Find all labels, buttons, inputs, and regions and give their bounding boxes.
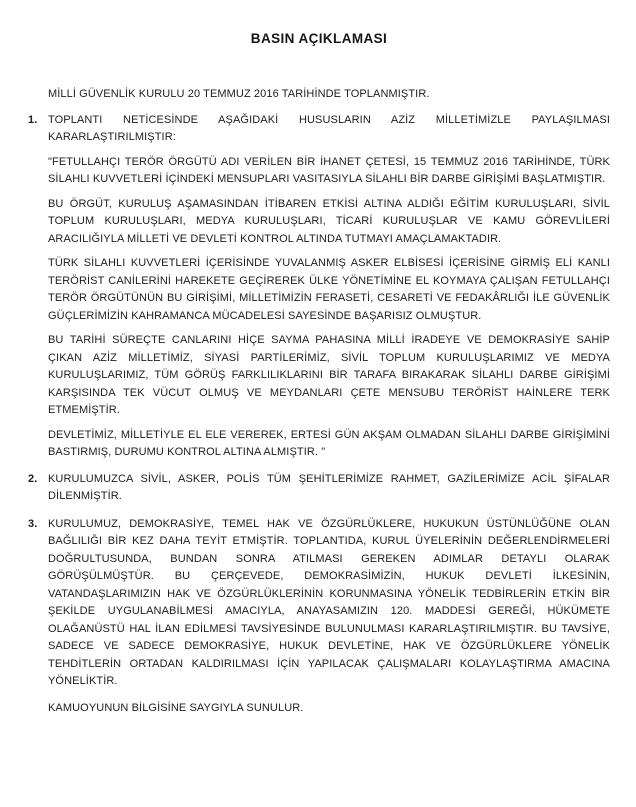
numbered-item-1: [28, 112, 610, 469]
item-3-lead: KURULUMUZ, DEMOKRASİYE, TEMEL HAK VE ÖZGÜRLÜKLERE, HUKUKUN ÜSTÜNLÜĞÜNE OLAN BAĞLILIĞI BİR KEZ DAHA TEYİT ETMİŞTİR. TOPLANTIDA, KURUL ÜYELERİNİN DEĞERLENDİRMELERİ DOĞRULTUSUNDA, BUNDAN SONRA ATILMASI GEREKEN ADIMLAR DETAYLI OLARAK GÖRÜŞÜLMÜŞTÜR. BU ÇERÇEVEDE, DEMOKRASİMİZİN, HUKUK DEVLETİ İLKESİNİN, VATANDAŞLARIMIZIN HAK VE ÖZGÜRLÜKLERİNİN KORUNMASINA YÖNELİK TEDBİRLERİN ETKİN BİR ŞEKİLDE UYGULANABİLMESİ AMACIYLA, ANAYASAMIZIN 120. MADDESİ GEREĞİ, HÜKÜMETE OLAĞANÜSTÜ HAL İLAN EDİLMESİ TAVSİYESİNDE BULUNULMASI KARARLAŞTIRILMIŞTIR. BU TAVSİYE, SADECE VE SADECE DEMOKRASİYE, HUKUK DEVLETİNE, HAK VE ÖZGÜRLÜKLERE YÖNELİK TEHDİTLERİN ORTADAN KALDIRILMASI İÇİN YAPILACAK ÇALIŞMALARI KOLAYLAŞTIRMA AMACINA YÖNELİKTİR.: [48, 517, 610, 687]
intro-paragraph: MİLLİ GÜVENLİK KURULU 20 TEMMUZ 2016 TARİHİNDE TOPLANMIŞTIR.: [48, 88, 430, 100]
item-1-number: 1.: [28, 113, 38, 126]
item-2-body: [48, 471, 610, 513]
item-1-paragraph-5: DEVLETİMİZ, MİLLETİYLE EL ELE VEREREK, ERTESİ GÜN AKŞAM OLMADAN SİLAHLI DARBE GİRİŞİMİNİ BASTIRMIŞ, DURUMU KONTROL ALTINA ALMIŞTIR. ": [48, 428, 610, 458]
item-3-number: 3.: [28, 517, 38, 530]
item-1-paragraph-1: "FETULLAHÇI TERÖR ÖRGÜTÜ ADI VERİLEN BİR İHANET ÇETESİ, 15 TEMMUZ 2016 TARİHİNDE, TÜRK SİLAHLI KUVVETLERİ İÇİNDEKİ MENSUPLARI VASITASIYLA SİLAHLI BİR DARBE GİRİŞİMİ BAŞLATMIŞTIR.: [48, 155, 610, 185]
item-2-number: 2.: [28, 472, 38, 485]
item-1-body: [48, 112, 610, 469]
item-3-body: [48, 516, 610, 698]
item-2-lead: KURULUMUZCA SİVİL, ASKER, POLİS TÜM ŞEHİTLERİMİZE RAHMET, GAZİLERİMİZE ACİL ŞİFALAR DİLENMİŞTİR.: [48, 472, 610, 502]
numbered-item-2: [28, 471, 610, 513]
numbered-item-3: [28, 516, 610, 698]
item-1-paragraph-4: BU TARİHİ SÜREÇTE CANLARINI HİÇE SAYMA PAHASINA MİLLİ İRADEYE VE DEMOKRASİYE SAHİP ÇIKAN AZİZ MİLLETİMİZ, SİYASİ PARTİLERİMİZ, SİVİL TOPLUM KURULUŞLARIMIZ VE MEDYA KURULUŞLARIMIZ, TÜM GÖRÜŞ FARKLILIKLARINI BİR TARAFA BIRAKARAK SİLAHLI DARBE GİRİŞİMİ KARŞISINDA TEK VÜCUT OLMUŞ VE MEYDANLARI ÇETE MENSUBU TERÖRİST HAİNLERE TERK ETMEMİŞTİR.: [48, 334, 610, 416]
item-1-paragraph-2: BU ÖRGÜT, KURULUŞ AŞAMASINDAN İTİBAREN ETKİSİ ALTINA ALDIĞI EĞİTİM KURULUŞLARI, SİVİL TOPLUM KURULUŞLARI, MEDYA KURULUŞLARI, TİCARİ KURULUŞLAR VE KAMU GÖREVLİLERİ ARACILIĞIYLA MİLLETİ VE DEVLETİ KONTROL ALTINDA TUTMAYI AMAÇLAMAKTADIR.: [48, 197, 610, 245]
document-body: [28, 86, 610, 717]
item-1-paragraph-3: TÜRK SİLAHLI KUVVETLERİ İÇERİSİNDE YUVALANMIŞ ASKER ELBİSESİ İÇERİSİNE GİRMİŞ ELİ KANLI TERÖRİST CANİLERİNİ HAREKETE GEÇİREREK ÜLKE YÖNETİMİNE EL KOYMAYA ÇALIŞAN FETULLAHÇI TERÖR ÖRGÜTÜNÜN BU GİRİŞİMİ, MİLLETİMİZİN FERASETİ, CESARETİ VE FEDAKÂRLIĞI İLE GÜVENLİK GÜÇLERİMİZİN KAHRAMANCA MÜCADELESİ SAYESİNDE BAŞARISIZ OLMUŞTUR.: [48, 257, 610, 322]
document-title: BASIN AÇIKLAMASI: [250, 31, 388, 46]
closing-paragraph: KAMUOYUNUN BİLGİSİNE SAYGIYLA SUNULUR.: [48, 701, 304, 714]
item-1-lead: TOPLANTI NETİCESİNDE AŞAĞIDAKİ HUSUSLARIN AZİZ MİLLETİMİZLE PAYLAŞILMASI KARARLAŞTIRILMIŞTIR:: [48, 113, 610, 143]
